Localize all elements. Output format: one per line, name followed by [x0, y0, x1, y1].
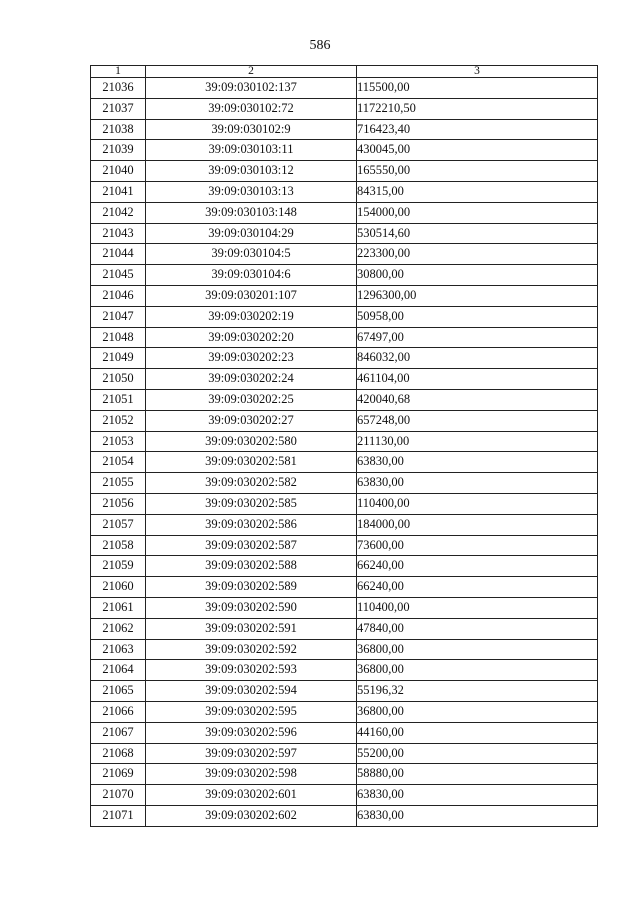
cadastral-number-cell: 39:09:030202:595	[146, 701, 357, 722]
row-number-cell: 21063	[91, 639, 146, 660]
cadastral-number-cell: 39:09:030104:5	[146, 244, 357, 265]
cadastral-value-cell: 47840,00	[357, 618, 598, 639]
table-row	[91, 181, 598, 202]
table-row	[91, 202, 598, 223]
table-row	[91, 327, 598, 348]
table-row	[91, 369, 598, 390]
row-number-cell: 21054	[91, 452, 146, 473]
table-row	[91, 556, 598, 577]
cadastral-number-cell: 39:09:030103:13	[146, 181, 357, 202]
row-number-cell: 21059	[91, 556, 146, 577]
table-row	[91, 597, 598, 618]
cadastral-value-cell: 223300,00	[357, 244, 598, 265]
row-number-cell: 21044	[91, 244, 146, 265]
table-row	[91, 161, 598, 182]
table-row	[91, 514, 598, 535]
table-row	[91, 265, 598, 286]
cadastral-value-cell: 66240,00	[357, 577, 598, 598]
table-row	[91, 119, 598, 140]
cadastral-value-cell: 430045,00	[357, 140, 598, 161]
cadastral-value-cell: 55196,32	[357, 681, 598, 702]
table-row	[91, 535, 598, 556]
cadastral-value-cell: 716423,40	[357, 119, 598, 140]
table-row	[91, 577, 598, 598]
table-row	[91, 743, 598, 764]
cadastral-value-cell: 58880,00	[357, 764, 598, 785]
cadastral-value-cell: 63830,00	[357, 452, 598, 473]
row-number-cell: 21055	[91, 473, 146, 494]
row-number-cell: 21037	[91, 98, 146, 119]
cadastral-value-cell: 55200,00	[357, 743, 598, 764]
cadastral-value-cell: 184000,00	[357, 514, 598, 535]
cadastral-value-cell: 36800,00	[357, 660, 598, 681]
cadastral-number-cell: 39:09:030202:23	[146, 348, 357, 369]
cadastral-number-cell: 39:09:030202:25	[146, 389, 357, 410]
cadastral-number-cell: 39:09:030103:148	[146, 202, 357, 223]
cadastral-value-cell: 110400,00	[357, 493, 598, 514]
table-row	[91, 389, 598, 410]
cadastral-value-cell: 67497,00	[357, 327, 598, 348]
cadastral-number-cell: 39:09:030102:9	[146, 119, 357, 140]
table-row	[91, 348, 598, 369]
cadastral-number-cell: 39:09:030103:12	[146, 161, 357, 182]
cadastral-number-cell: 39:09:030202:580	[146, 431, 357, 452]
cadastral-value-cell: 30800,00	[357, 265, 598, 286]
cadastral-number-cell: 39:09:030202:585	[146, 493, 357, 514]
table-row	[91, 140, 598, 161]
table-row	[91, 722, 598, 743]
cadastral-number-cell: 39:09:030202:602	[146, 805, 357, 826]
cadastral-number-cell: 39:09:030103:11	[146, 140, 357, 161]
cadastral-value-cell: 63830,00	[357, 473, 598, 494]
cadastral-value-cell: 36800,00	[357, 701, 598, 722]
cadastral-number-cell: 39:09:030104:29	[146, 223, 357, 244]
cadastral-value-cell: 44160,00	[357, 722, 598, 743]
cadastral-value-cell: 154000,00	[357, 202, 598, 223]
cadastral-value-cell: 657248,00	[357, 410, 598, 431]
table-row	[91, 805, 598, 826]
cadastral-value-cell: 63830,00	[357, 805, 598, 826]
cadastral-value-cell: 846032,00	[357, 348, 598, 369]
cadastral-number-cell: 39:09:030102:72	[146, 98, 357, 119]
table-row	[91, 639, 598, 660]
row-number-cell: 21053	[91, 431, 146, 452]
table-row	[91, 431, 598, 452]
table-row	[91, 701, 598, 722]
row-number-cell: 21066	[91, 701, 146, 722]
cadastral-value-cell: 63830,00	[357, 785, 598, 806]
row-number-cell: 21051	[91, 389, 146, 410]
cadastral-number-cell: 39:09:030202:597	[146, 743, 357, 764]
row-number-cell: 21062	[91, 618, 146, 639]
table-row	[91, 618, 598, 639]
row-number-cell: 21058	[91, 535, 146, 556]
cadastral-number-cell: 39:09:030202:598	[146, 764, 357, 785]
cadastral-number-cell: 39:09:030202:590	[146, 597, 357, 618]
cadastral-value-cell: 66240,00	[357, 556, 598, 577]
table-row	[91, 306, 598, 327]
cadastral-number-cell: 39:09:030202:20	[146, 327, 357, 348]
row-number-cell: 21069	[91, 764, 146, 785]
row-number-cell: 21068	[91, 743, 146, 764]
cadastral-number-cell: 39:09:030202:27	[146, 410, 357, 431]
table-row	[91, 493, 598, 514]
cadastral-value-cell: 1172210,50	[357, 98, 598, 119]
cadastral-value-cell: 461104,00	[357, 369, 598, 390]
cadastral-number-cell: 39:09:030202:581	[146, 452, 357, 473]
row-number-cell: 21071	[91, 805, 146, 826]
cadastral-number-cell: 39:09:030202:601	[146, 785, 357, 806]
row-number-cell: 21042	[91, 202, 146, 223]
cadastral-number-cell: 39:09:030202:589	[146, 577, 357, 598]
cadastral-number-cell: 39:09:030202:593	[146, 660, 357, 681]
table-row	[91, 98, 598, 119]
column-header-1: 1	[91, 66, 146, 78]
cadastral-value-cell: 530514,60	[357, 223, 598, 244]
table-row	[91, 285, 598, 306]
cadastral-number-cell: 39:09:030202:588	[146, 556, 357, 577]
cadastral-number-cell: 39:09:030202:19	[146, 306, 357, 327]
table-row	[91, 78, 598, 99]
row-number-cell: 21052	[91, 410, 146, 431]
table-row	[91, 660, 598, 681]
row-number-cell: 21065	[91, 681, 146, 702]
row-number-cell: 21041	[91, 181, 146, 202]
row-number-cell: 21040	[91, 161, 146, 182]
cadastral-number-cell: 39:09:030201:107	[146, 285, 357, 306]
row-number-cell: 21070	[91, 785, 146, 806]
table-row	[91, 785, 598, 806]
cadastral-number-cell: 39:09:030202:582	[146, 473, 357, 494]
cadastral-number-cell: 39:09:030202:24	[146, 369, 357, 390]
row-number-cell: 21049	[91, 348, 146, 369]
cadastral-number-cell: 39:09:030102:137	[146, 78, 357, 99]
row-number-cell: 21047	[91, 306, 146, 327]
cadastral-value-cell: 420040,68	[357, 389, 598, 410]
table-row	[91, 410, 598, 431]
cadastral-value-cell: 84315,00	[357, 181, 598, 202]
cadastral-value-cell: 36800,00	[357, 639, 598, 660]
cadastral-value-cell: 1296300,00	[357, 285, 598, 306]
table-row	[91, 473, 598, 494]
cadastral-value-cell: 211130,00	[357, 431, 598, 452]
cadastral-number-cell: 39:09:030202:591	[146, 618, 357, 639]
row-number-cell: 21045	[91, 265, 146, 286]
row-number-cell: 21043	[91, 223, 146, 244]
row-number-cell: 21056	[91, 493, 146, 514]
row-number-cell: 21036	[91, 78, 146, 99]
cadastral-value-cell: 110400,00	[357, 597, 598, 618]
cadastral-number-cell: 39:09:030202:587	[146, 535, 357, 556]
table-row	[91, 681, 598, 702]
row-number-cell: 21048	[91, 327, 146, 348]
row-number-cell: 21057	[91, 514, 146, 535]
column-header-3: 3	[357, 66, 598, 78]
row-number-cell: 21060	[91, 577, 146, 598]
cadastral-number-cell: 39:09:030202:594	[146, 681, 357, 702]
table-body	[91, 78, 598, 827]
row-number-cell: 21050	[91, 369, 146, 390]
column-header-2: 2	[146, 66, 357, 78]
table-row	[91, 244, 598, 265]
row-number-cell: 21038	[91, 119, 146, 140]
table-row	[91, 452, 598, 473]
row-number-cell: 21067	[91, 722, 146, 743]
row-number-cell: 21061	[91, 597, 146, 618]
table-row	[91, 764, 598, 785]
page-number: 586	[309, 38, 331, 53]
cadastral-number-cell: 39:09:030202:592	[146, 639, 357, 660]
cadastral-value-cell: 73600,00	[357, 535, 598, 556]
table-row	[91, 223, 598, 244]
row-number-cell: 21046	[91, 285, 146, 306]
row-number-cell: 21039	[91, 140, 146, 161]
cadastral-value-table	[90, 65, 598, 827]
cadastral-value-cell: 165550,00	[357, 161, 598, 182]
table-header-row	[91, 66, 598, 78]
cadastral-number-cell: 39:09:030104:6	[146, 265, 357, 286]
cadastral-number-cell: 39:09:030202:586	[146, 514, 357, 535]
cadastral-value-cell: 115500,00	[357, 78, 598, 99]
cadastral-value-cell: 50958,00	[357, 306, 598, 327]
row-number-cell: 21064	[91, 660, 146, 681]
cadastral-number-cell: 39:09:030202:596	[146, 722, 357, 743]
